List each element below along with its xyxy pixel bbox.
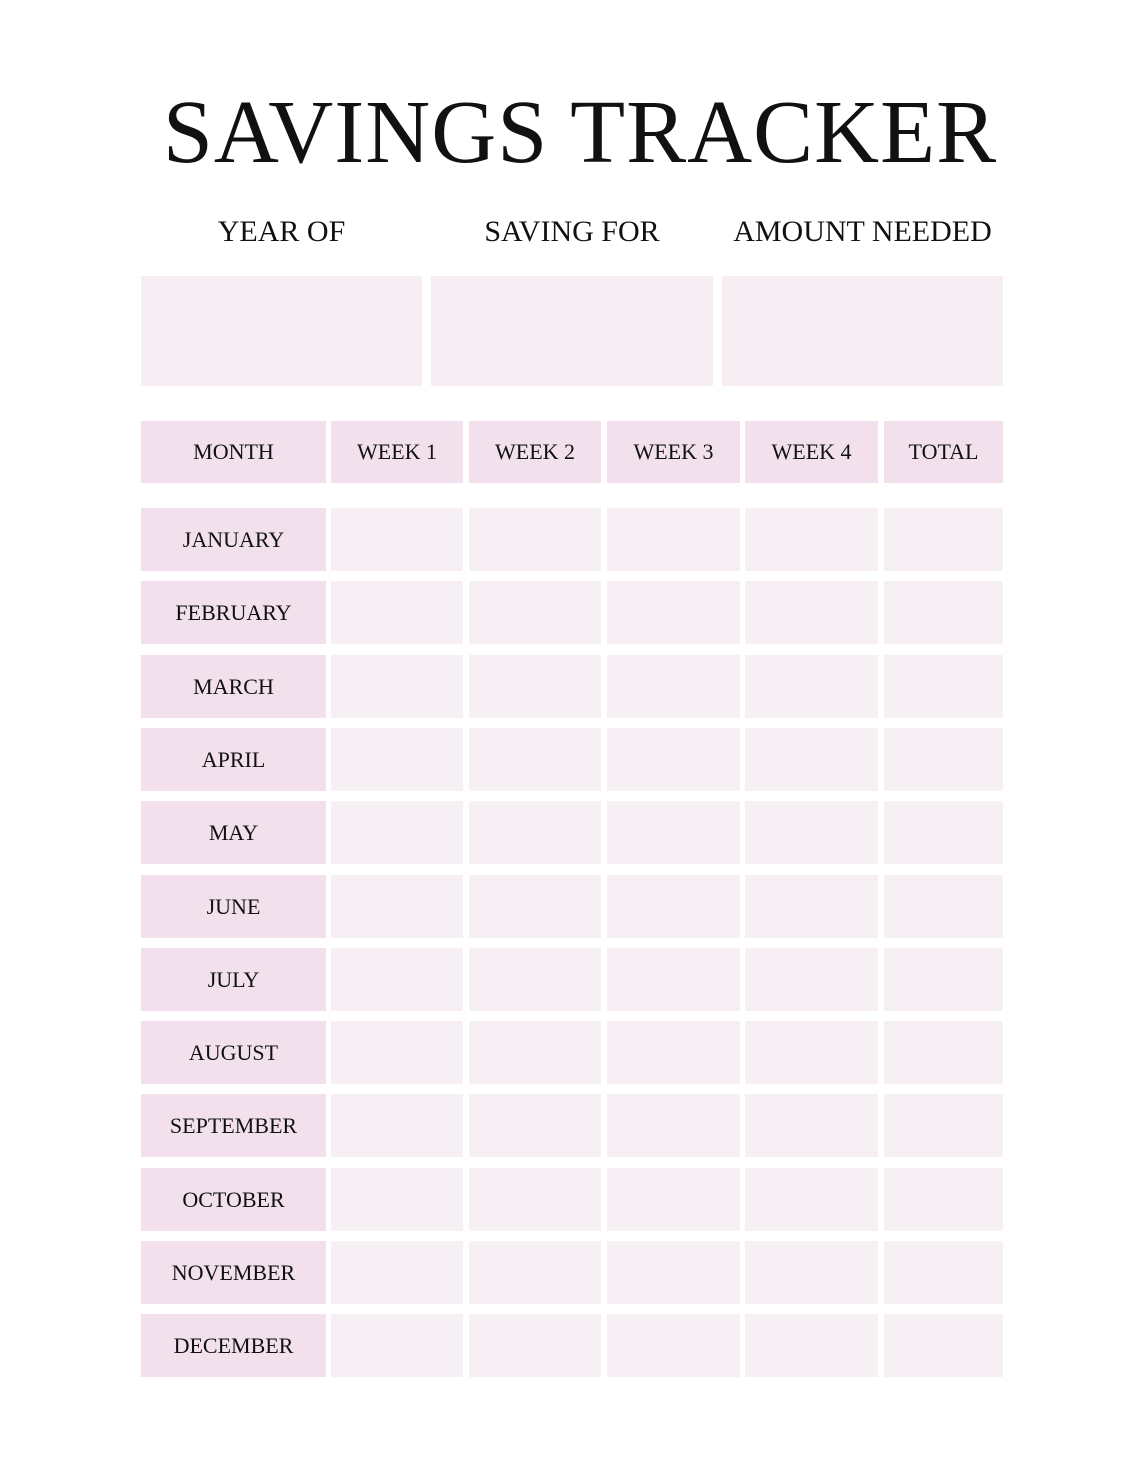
entry-cell[interactable]: [331, 1241, 463, 1304]
month-label-may: MAY: [141, 801, 326, 864]
month-label-september: SEPTEMBER: [141, 1094, 326, 1157]
column-header-week-2: WEEK 2: [469, 421, 601, 483]
entry-cell[interactable]: [607, 1094, 740, 1157]
month-label-november: NOVEMBER: [141, 1241, 326, 1304]
year-of-field[interactable]: [141, 276, 422, 386]
entry-cell[interactable]: [884, 948, 1003, 1011]
entry-cell[interactable]: [331, 948, 463, 1011]
column-header-week-3: WEEK 3: [607, 421, 740, 483]
entry-cell[interactable]: [884, 1094, 1003, 1157]
entry-cell[interactable]: [745, 581, 878, 644]
entry-cell[interactable]: [745, 1241, 878, 1304]
entry-cell[interactable]: [469, 655, 601, 718]
month-label-march: MARCH: [141, 655, 326, 718]
entry-cell[interactable]: [745, 801, 878, 864]
entry-cell[interactable]: [745, 1094, 878, 1157]
entry-cell[interactable]: [607, 581, 740, 644]
entry-cell[interactable]: [884, 1021, 1003, 1084]
entry-cell[interactable]: [607, 875, 740, 938]
entry-cell[interactable]: [331, 1021, 463, 1084]
entry-cell[interactable]: [745, 728, 878, 791]
entry-cell[interactable]: [884, 581, 1003, 644]
month-label-april: APRIL: [141, 728, 326, 791]
column-header-week-4: WEEK 4: [745, 421, 878, 483]
entry-cell[interactable]: [469, 728, 601, 791]
entry-cell[interactable]: [607, 801, 740, 864]
entry-cell[interactable]: [469, 508, 601, 571]
month-label-february: FEBRUARY: [141, 581, 326, 644]
entry-cell[interactable]: [884, 1168, 1003, 1231]
entry-cell[interactable]: [331, 581, 463, 644]
entry-cell[interactable]: [469, 1168, 601, 1231]
entry-cell[interactable]: [745, 875, 878, 938]
entry-cell[interactable]: [331, 875, 463, 938]
entry-cell[interactable]: [745, 1314, 878, 1377]
entry-cell[interactable]: [745, 508, 878, 571]
month-label-june: JUNE: [141, 875, 326, 938]
column-header-month: MONTH: [141, 421, 326, 483]
entry-cell[interactable]: [884, 875, 1003, 938]
entry-cell[interactable]: [331, 1094, 463, 1157]
saving-for-label: SAVING FOR: [484, 215, 660, 248]
month-label-july: JULY: [141, 948, 326, 1011]
entry-cell[interactable]: [884, 1314, 1003, 1377]
entry-cell[interactable]: [331, 655, 463, 718]
amount-needed-label: AMOUNT NEEDED: [733, 215, 992, 248]
page-title: SAVINGS TRACKER: [162, 83, 998, 182]
entry-cell[interactable]: [331, 801, 463, 864]
entry-cell[interactable]: [469, 1241, 601, 1304]
entry-cell[interactable]: [745, 1021, 878, 1084]
entry-cell[interactable]: [884, 508, 1003, 571]
entry-cell[interactable]: [607, 948, 740, 1011]
entry-cell[interactable]: [469, 1021, 601, 1084]
entry-cell[interactable]: [607, 728, 740, 791]
entry-cell[interactable]: [607, 655, 740, 718]
amount-needed-field[interactable]: [722, 276, 1003, 386]
entry-cell[interactable]: [884, 801, 1003, 864]
entry-cell[interactable]: [469, 801, 601, 864]
entry-cell[interactable]: [884, 1241, 1003, 1304]
entry-cell[interactable]: [745, 1168, 878, 1231]
entry-cell[interactable]: [607, 1241, 740, 1304]
entry-cell[interactable]: [469, 875, 601, 938]
entry-cell[interactable]: [469, 1314, 601, 1377]
entry-cell[interactable]: [884, 655, 1003, 718]
entry-cell[interactable]: [331, 1314, 463, 1377]
column-header-week-1: WEEK 1: [331, 421, 463, 483]
entry-cell[interactable]: [331, 1168, 463, 1231]
entry-cell[interactable]: [331, 508, 463, 571]
entry-cell[interactable]: [745, 655, 878, 718]
entry-cell[interactable]: [745, 948, 878, 1011]
entry-cell[interactable]: [469, 948, 601, 1011]
month-label-january: JANUARY: [141, 508, 326, 571]
entry-cell[interactable]: [469, 1094, 601, 1157]
year-of-label: YEAR OF: [217, 215, 346, 248]
column-header-total: TOTAL: [884, 421, 1003, 483]
saving-for-field[interactable]: [431, 276, 713, 386]
month-label-october: OCTOBER: [141, 1168, 326, 1231]
month-label-december: DECEMBER: [141, 1314, 326, 1377]
entry-cell[interactable]: [607, 1021, 740, 1084]
entry-cell[interactable]: [607, 508, 740, 571]
entry-cell[interactable]: [607, 1168, 740, 1231]
entry-cell[interactable]: [607, 1314, 740, 1377]
entry-cell[interactable]: [884, 728, 1003, 791]
month-label-august: AUGUST: [141, 1021, 326, 1084]
entry-cell[interactable]: [469, 581, 601, 644]
entry-cell[interactable]: [331, 728, 463, 791]
